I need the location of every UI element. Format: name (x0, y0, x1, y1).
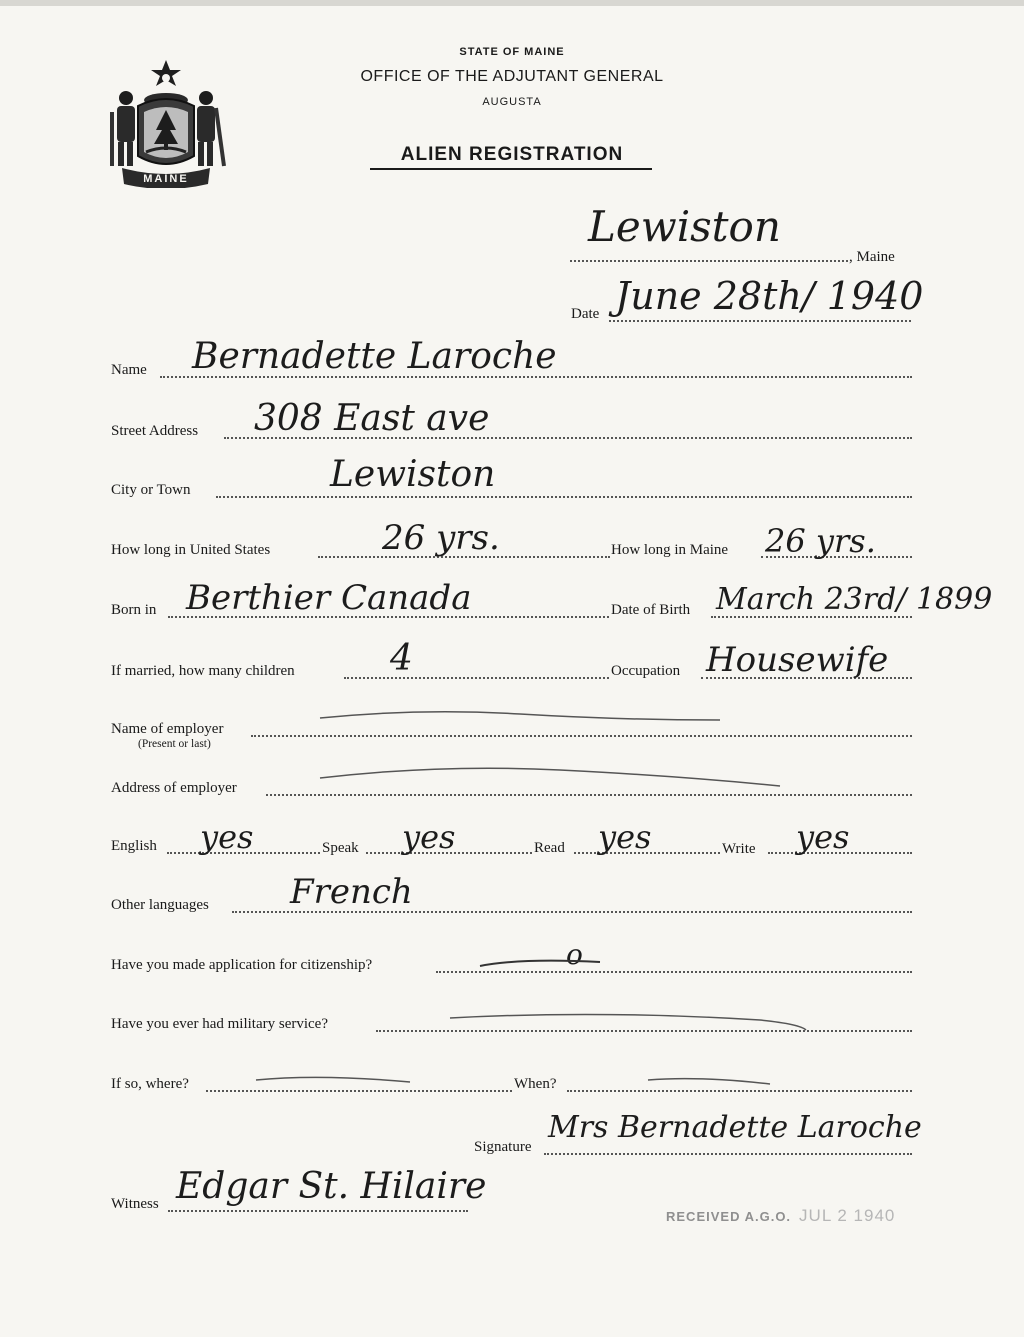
header-office: OFFICE OF THE ADJUTANT GENERAL (360, 68, 664, 85)
city-value: Lewiston (330, 454, 496, 495)
employer-label: Name of employer (111, 721, 224, 737)
english-value: yes (200, 818, 254, 856)
military-field-line (376, 1030, 912, 1032)
read-value: yes (598, 818, 652, 856)
write-label: Write (722, 841, 756, 857)
received-stamp (666, 1206, 895, 1226)
date-field-line (609, 320, 911, 322)
write-value: yes (796, 818, 850, 856)
citizenship-value: o (566, 938, 583, 971)
children-value: 4 (390, 638, 413, 679)
header-state: STATE OF MAINE (459, 46, 565, 58)
read-label: Read (534, 840, 565, 856)
how-long-maine-value: 26 yrs. (765, 522, 876, 560)
witness-field-line (168, 1210, 468, 1212)
received-stamp-date: JUL 2 1940 (799, 1206, 896, 1225)
born-in-value: Berthier Canada (186, 578, 472, 618)
if-so-where-field-line (206, 1090, 512, 1092)
title-underline (370, 168, 652, 170)
date-of-birth-value: March 23rd/ 1899 (716, 582, 993, 617)
how-long-us-label: How long in United States (111, 542, 271, 558)
citizenship-label: Have you made application for citizenship? (111, 957, 373, 973)
how-long-maine-label: How long in Maine (611, 542, 729, 558)
how-long-us-value: 26 yrs. (382, 518, 500, 558)
witness-label: Witness (111, 1196, 159, 1212)
name-value: Bernadette Laroche (192, 336, 557, 377)
date-value: June 28th/ 1940 (615, 274, 924, 318)
english-label: English (111, 838, 157, 854)
military-label: Have you ever had military service? (111, 1016, 328, 1032)
street-address-value: 308 East ave (254, 398, 490, 439)
street-address-label: Street Address (111, 423, 199, 439)
if-so-where-label: If so, where? (111, 1076, 189, 1092)
received-stamp-label: RECEIVED A.G.O. (666, 1209, 792, 1224)
date-of-birth-label: Date of Birth (611, 602, 691, 618)
when-field-line (567, 1090, 912, 1092)
name-label: Name (111, 362, 147, 378)
form-title: ALIEN REGISTRATION (400, 144, 624, 165)
signature-label: Signature (474, 1139, 532, 1155)
date-label: Date (571, 306, 600, 322)
when-label: When? (514, 1076, 557, 1092)
seal-banner-text: MAINE (143, 173, 189, 185)
place-value: Lewiston (588, 202, 781, 251)
signature-value: Mrs Bernadette Laroche (548, 1110, 922, 1145)
born-in-label: Born in (111, 602, 157, 618)
employer-address-label: Address of employer (111, 780, 237, 796)
city-field-line (216, 496, 912, 498)
speak-label: Speak (322, 840, 359, 856)
scan-edge (0, 0, 1024, 6)
header-city: AUGUSTA (482, 96, 542, 108)
maine-label: , Maine (849, 249, 895, 265)
city-label: City or Town (111, 482, 191, 498)
occupation-label: Occupation (611, 663, 681, 679)
speak-value: yes (402, 818, 456, 856)
other-languages-value: French (290, 872, 413, 912)
occupation-value: Housewife (706, 640, 889, 680)
citizenship-field-line (436, 971, 912, 973)
place-field-line (570, 260, 848, 262)
children-field-line (344, 677, 609, 679)
employer-field-line (251, 735, 912, 737)
witness-value: Edgar St. Hilaire (176, 1166, 487, 1207)
other-languages-label: Other languages (111, 897, 209, 913)
signature-field-line (544, 1153, 912, 1155)
children-label: If married, how many children (111, 663, 295, 679)
employer-sublabel: (Present or last) (138, 738, 211, 750)
employer-address-field-line (266, 794, 912, 796)
